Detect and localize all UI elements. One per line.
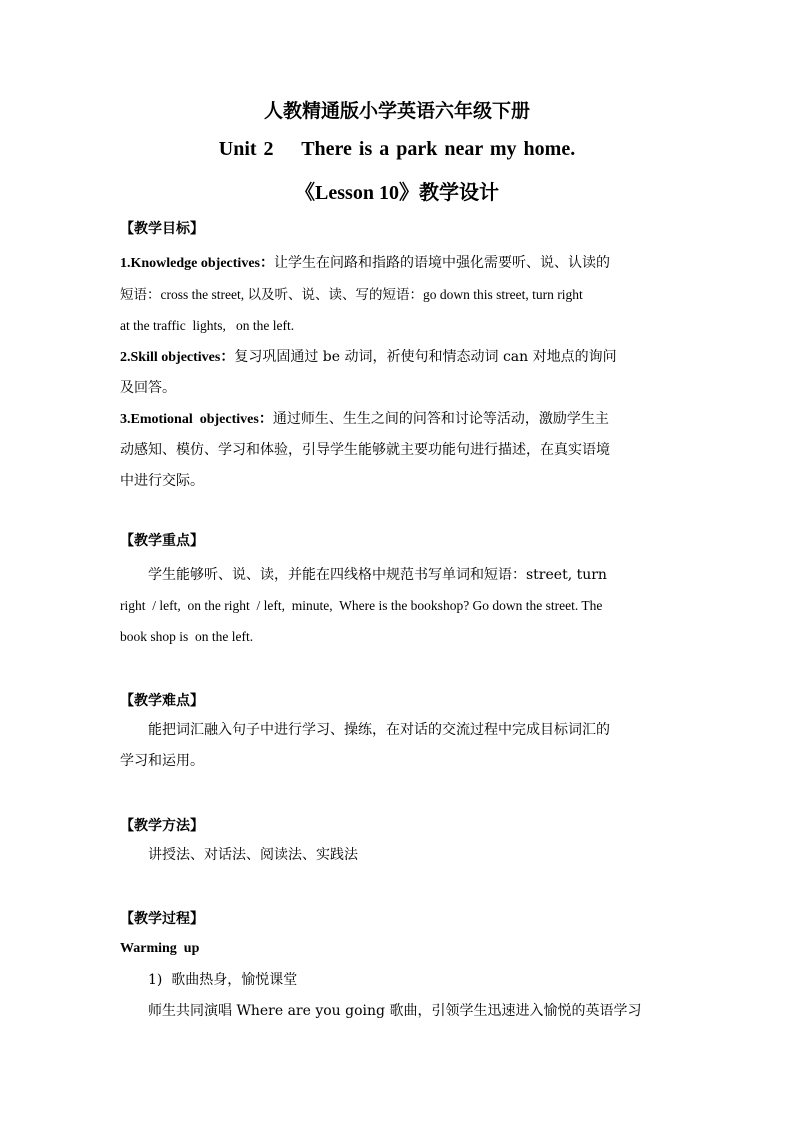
document-title: 人教精通版小学英语六年级下册 [263,100,530,122]
process-step-1: 1) 歌曲热身，愉悦课堂 [148,972,298,988]
key-points-line-2: right / left, on the right / left, minute, Where is the bookshop? Go down the street. The [120,598,603,613]
key-points-line-3: book shop is on the left. [120,629,254,644]
knowledge-objectives-line-1 [120,254,680,273]
skill-objectives-text: 复习巩固通过 be 动词，祈使句和情态动词 can 对地点的询问 [234,349,617,365]
methods-heading: 【教学方法】 [120,818,204,834]
knowledge-objectives-label: 1.Knowledge objectives： [120,256,274,271]
key-points-line-1: 学生能够听、说、读，并能在四线格中规范书写单词和短语：street, turn [148,567,607,583]
difficulties-heading: 【教学难点】 [120,693,204,709]
knowledge-objectives-text: 让学生在问路和指路的语境中强化需要听、说、认读的 [273,255,610,271]
knowledge-objectives-line-2: 短语：cross the street, 以及听、说、读、写的短语：go down this street, turn right [120,287,583,302]
methods-line-1: 讲授法、对话法、阅读法、实践法 [148,847,358,863]
emotional-objectives-text: 通过师生、生生之间的问答和讨论等活动，激励学生主 [272,411,609,427]
process-line-1: 师生共同演唱 Where are you going 歌曲，引领学生迅速进入愉悦的英语学习 [148,1003,642,1019]
knowledge-objectives-line-3: at the traffic lights, on the left. [120,318,295,333]
emotional-objectives-line-3: 中进行交际。 [120,473,204,489]
emotional-objectives-label: 3.Emotional objectives： [120,412,273,427]
warming-up-label: Warming up [120,941,200,956]
emotional-objectives-line-1 [120,410,680,429]
unit-title: Unit 2 There is a park near my home. [218,138,576,160]
skill-objectives-line-2: 及回答。 [120,380,176,396]
objectives-heading: 【教学目标】 [120,221,204,237]
lesson-title: 《Lesson 10》教学设计 [295,182,499,204]
process-heading: 【教学过程】 [120,911,204,927]
difficulties-line-1: 能把词汇融入句子中进行学习、操练，在对话的交流过程中完成目标词汇的 [148,722,610,738]
skill-objectives-line-1 [120,348,680,367]
emotional-objectives-line-2: 动感知、模仿、学习和体验，引导学生能够就主要功能句进行描述，在真实语境 [120,442,610,458]
skill-objectives-label: 2.Skill objectives： [120,350,235,365]
difficulties-line-2: 学习和运用。 [120,753,204,769]
key-points-heading: 【教学重点】 [120,533,204,549]
